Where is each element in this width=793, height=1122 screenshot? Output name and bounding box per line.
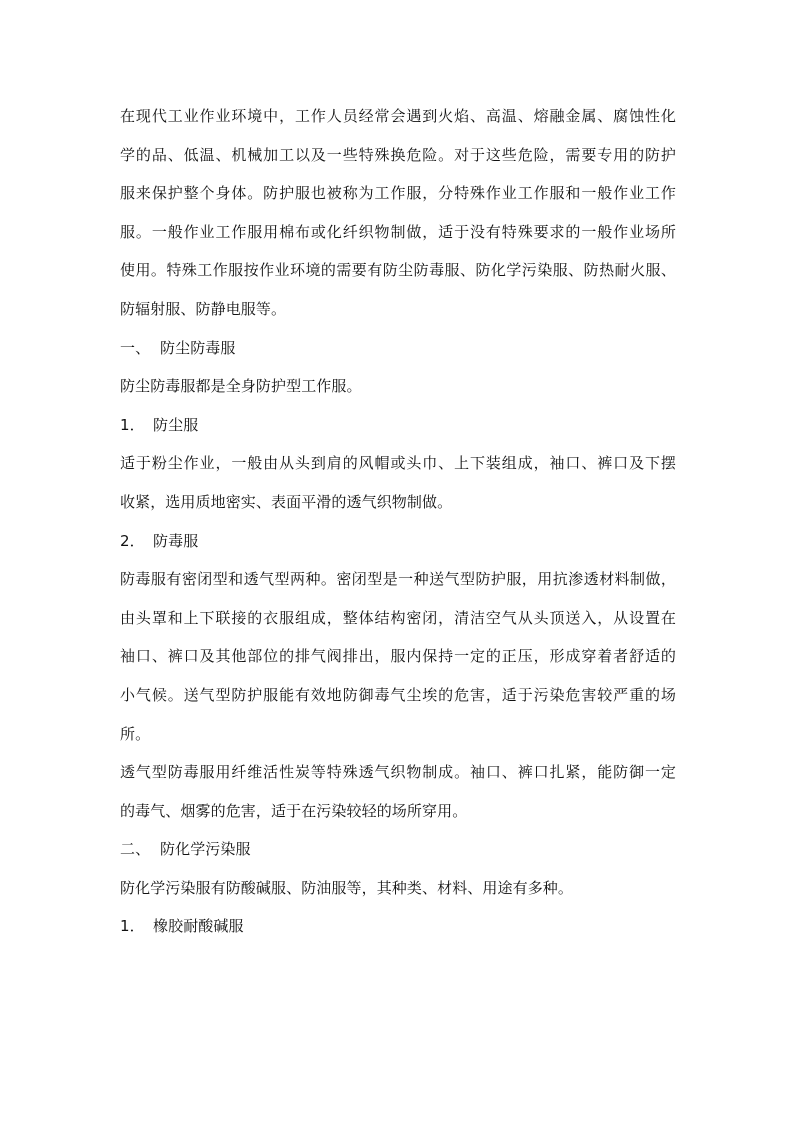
paragraph-line: 防化学污染服有防酸碱服、防油服等，其种类、材料、用途有多种。 [120,878,574,897]
subsection-heading [120,912,676,951]
section-number: 一、 [120,338,151,357]
paragraph-line: 的毒气、烟雾的危害，适于在污染较轻的场所穿用。 [120,801,468,820]
paragraph-line: 防辐射服、防静电服等。 [120,299,287,318]
paragraph-line: 在现代工业作业环境中，工作人员经常会遇到火焰、高温、熔融金属、腐蚀性化 [120,107,676,125]
section-title: 防尘防毒服 [160,338,236,357]
subsection-number: 1． [120,917,145,936]
subsection-heading [120,527,676,566]
paragraph-line: 学的品、低温、机械加工以及一些特殊换危险。对于这些危险，需要专用的防护 [120,145,676,164]
subsection-title: 防尘服 [153,415,199,434]
paragraph-line: 透气型防毒服用纤维活性炭等特殊透气织物制成。袖口、裤口扎紧，能防御一定 [120,763,676,782]
subsection-title: 防毒服 [153,531,199,550]
subsection-title: 橡胶耐酸碱服 [153,917,244,936]
section-title: 防化学污染服 [160,840,251,859]
paragraph-line: 袖口、裤口及其他部位的排气阀排出，服内保持一定的正压，形成穿着者舒适的 [120,647,676,666]
document-page [120,102,676,951]
subsection-number: 2． [120,531,145,550]
section-heading [120,334,676,373]
paragraph-line: 适于粉尘作业，一般由从头到肩的风帽或头巾、上下装组成，袖口、裤口及下摆 [120,454,676,473]
paragraph-line: 使用。特殊工作服按作业环境的需要有防尘防毒服、防化学污染服、防热耐火服、 [120,261,676,280]
subsection-heading [120,411,676,450]
paragraph-line: 服。一般作业工作服用棉布或化纤织物制做，适于没有特殊要求的一般作业场所 [120,222,676,241]
paragraph-line: 收紧，选用质地密实、表面平滑的透气织物制做。 [120,492,453,511]
subsection-number: 1． [120,415,145,434]
paragraph-line: 由头罩和上下联接的衣服组成，整体结构密闭，清洁空气从头顶送入，从设置在 [120,608,676,627]
paragraph-line: 防尘防毒服都是全身防护型工作服。 [120,377,362,396]
section-number: 二、 [120,840,151,859]
paragraph-line: 防毒服有密闭型和透气型两种。密闭型是一种送气型防护服，用抗渗透材料制做， [120,570,676,589]
paragraph-line: 小气候。送气型防护服能有效地防御毒气尘埃的危害，适于污染危害较严重的场 [120,685,676,704]
section-heading [120,835,676,874]
paragraph-line: 所。 [120,724,151,743]
paragraph-line: 服来保护整个身体。防护服也被称为工作服，分特殊作业工作服和一般作业工作 [120,184,676,203]
